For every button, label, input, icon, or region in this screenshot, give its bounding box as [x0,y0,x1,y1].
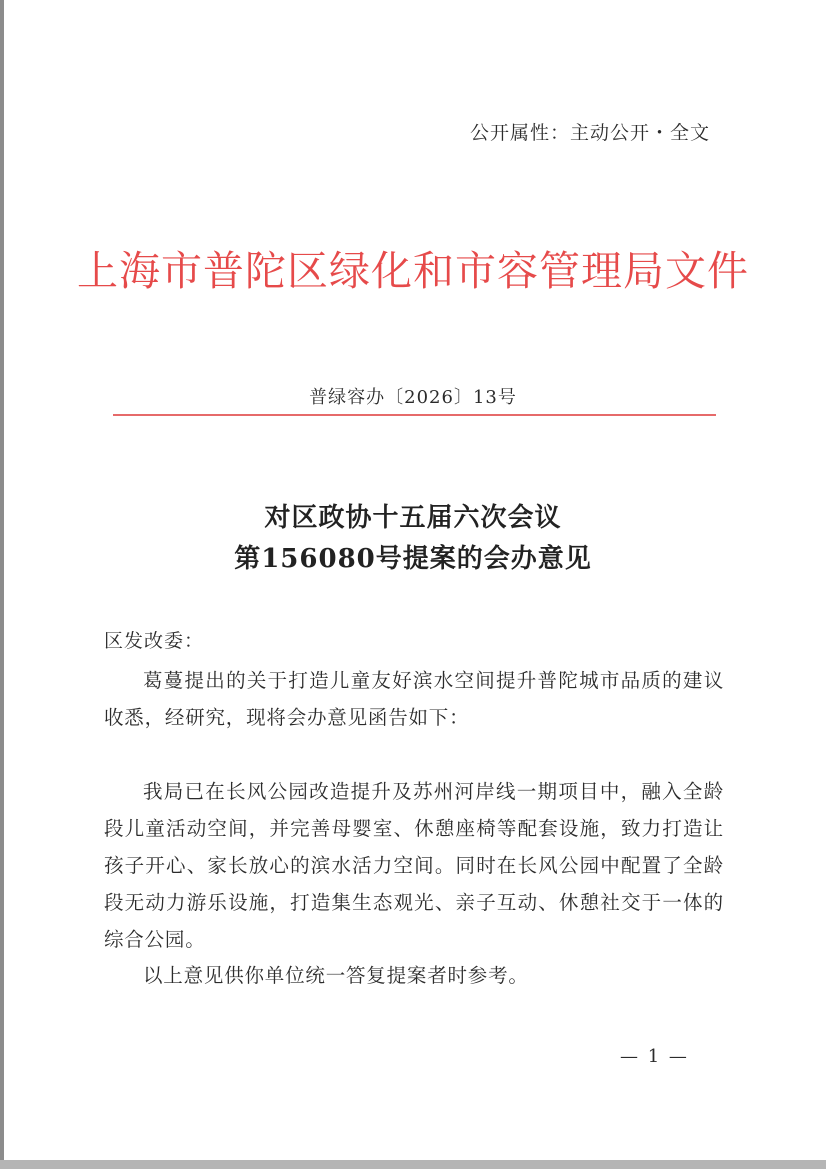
body-paragraph-3: 以上意见供你单位统一答复提案者时参考。 [143,964,529,987]
body-paragraph-2: 我局已在长风公园改造提升及苏州河岸线一期项目中，融入全龄段儿童活动空间，并完善母婴室、休憩座椅等配套设施，致力打造让孩子开心、家长放心的滨水活力空间。同时在长风公园中配置了全龄段无动力游乐设施，打造集生态观光、亲子互动、休憩社交于一体的综合公园。 [104,780,724,951]
document-title-line-1: 对区政协十五届六次会议 [264,503,562,533]
body-paragraph-1: 葛蔓提出的关于打造儿童友好滨水空间提升普陀城市品质的建议收悉，经研究，现将会办意见函告如下： [104,669,724,729]
red-divider [113,414,716,416]
recipient: 区发改委： [104,630,205,652]
scan-left-edge [0,0,4,1169]
public-attribute: 公开属性：主动公开・全文 [470,122,711,144]
issuer-title: 上海市普陀区绿化和市容管理局文件 [77,247,749,295]
scan-bottom-edge [0,1160,826,1169]
document-number: 普绿容办〔2026〕13号 [309,387,517,408]
document-title-line-2: 第156080号提案的会办意见 [234,544,592,574]
page-number: — 1 — [620,1046,689,1067]
